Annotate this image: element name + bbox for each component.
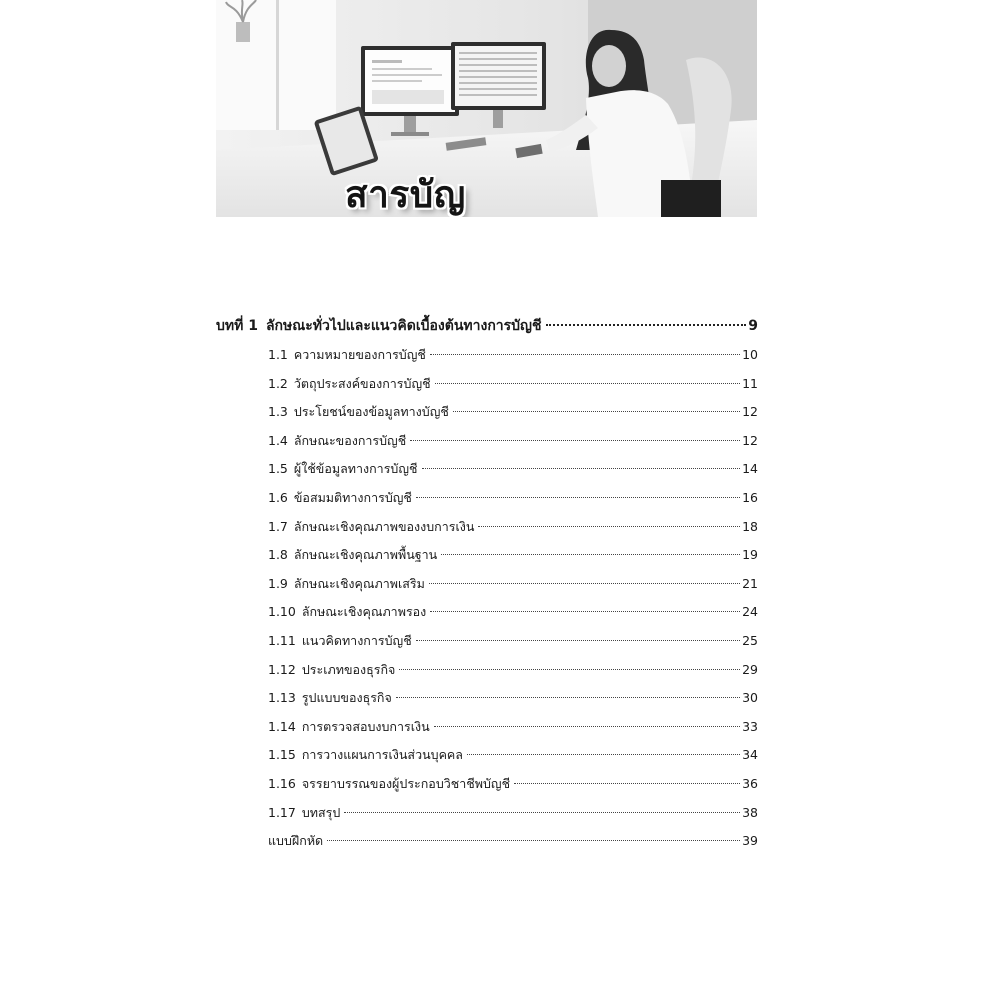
section-title: ประโยชน์ของข้อมูลทางบัญชี — [293, 404, 449, 420]
section-number: 1.2 — [268, 375, 288, 391]
toc-section-row[interactable] — [216, 831, 758, 851]
toc-section-row[interactable] — [216, 374, 758, 394]
section-title: ลักษณะเชิงคุณภาพเสริม — [293, 575, 425, 591]
dot-leader — [478, 514, 740, 527]
table-of-contents — [216, 316, 758, 860]
section-title: แนวคิดทางการบัญชี — [301, 632, 412, 648]
section-page-number: 29 — [742, 661, 758, 677]
section-page-number: 10 — [742, 347, 758, 362]
office-photo-icon — [216, 0, 757, 217]
dot-leader — [430, 599, 740, 612]
section-page-number: 36 — [742, 775, 758, 791]
chapter-page-number: 9 — [748, 318, 758, 334]
section-page-number: 12 — [742, 404, 758, 420]
chapter-title: ลักษณะทั่วไปและแนวคิดเบื้องต้นทางการบัญชี — [265, 318, 542, 334]
section-title: ลักษณะเชิงคุณภาพรอง — [301, 604, 427, 620]
section-number: 1.12 — [268, 661, 296, 677]
dot-leader — [435, 371, 741, 384]
section-number: 1.17 — [268, 804, 296, 820]
section-title: ลักษณะเชิงคุณภาพของงบการเงิน — [293, 518, 475, 534]
dot-leader — [467, 742, 740, 755]
section-number: 1.10 — [268, 604, 296, 620]
section-title: บทสรุป — [301, 804, 341, 820]
section-page-number: 12 — [742, 432, 758, 448]
dot-leader — [430, 342, 740, 355]
section-title: ความหมายของการบัญชี — [293, 347, 426, 362]
section-number: 1.5 — [268, 461, 288, 477]
section-title: รูปแบบของธุรกิจ — [301, 690, 392, 706]
toc-section-row[interactable] — [216, 402, 758, 422]
section-number: 1.3 — [268, 404, 288, 420]
toc-section-row[interactable] — [216, 602, 758, 622]
toc-chapter-1[interactable] — [216, 316, 758, 338]
toc-section-row[interactable] — [216, 631, 758, 651]
section-title: ลักษณะของการบัญชี — [293, 432, 407, 448]
section-number: 1.7 — [268, 518, 288, 534]
section-page-number: 33 — [742, 718, 758, 734]
dot-leader — [453, 399, 740, 412]
section-title: ลักษณะเชิงคุณภาพพื้นฐาน — [293, 547, 438, 563]
dot-leader — [396, 685, 740, 698]
toc-section-row[interactable] — [216, 745, 758, 765]
section-title: วัตถุประสงค์ของการบัญชี — [293, 375, 431, 391]
dot-leader — [422, 456, 741, 469]
toc-section-row[interactable] — [216, 660, 758, 680]
toc-section-row[interactable] — [216, 688, 758, 708]
section-title: แบบฝึกหัด — [268, 833, 324, 849]
section-number: 1.16 — [268, 775, 296, 791]
section-page-number: 24 — [742, 604, 758, 620]
section-number: 1.6 — [268, 489, 288, 505]
section-title: การวางแผนการเงินส่วนบุคคล — [301, 747, 463, 763]
toc-section-row[interactable] — [216, 488, 758, 508]
toc-section-row[interactable] — [216, 774, 758, 794]
section-title: ข้อสมมติทางการบัญชี — [293, 489, 412, 505]
header-banner — [216, 0, 757, 217]
section-page-number: 39 — [742, 833, 758, 849]
dot-leader — [399, 657, 740, 670]
section-title: จรรยาบรรณของผู้ประกอบวิชาชีพบัญชี — [301, 775, 511, 791]
section-page-number: 30 — [742, 690, 758, 706]
toc-section-row[interactable] — [216, 459, 758, 479]
section-page-number: 14 — [742, 461, 758, 477]
toc-section-row[interactable] — [216, 803, 758, 823]
section-number: 1.1 — [268, 347, 288, 362]
section-page-number: 25 — [742, 632, 758, 648]
section-page-number: 18 — [742, 518, 758, 534]
section-number: 1.8 — [268, 547, 288, 563]
dot-leader — [327, 828, 740, 841]
toc-section-row[interactable] — [216, 717, 758, 737]
dot-leader — [416, 485, 740, 498]
section-page-number: 38 — [742, 804, 758, 820]
section-page-number: 16 — [742, 489, 758, 505]
page-title: สารบัญ — [345, 173, 466, 216]
dot-leader — [344, 800, 740, 813]
section-page-number: 34 — [742, 747, 758, 763]
section-number: 1.9 — [268, 575, 288, 591]
section-number: 1.4 — [268, 432, 288, 448]
dot-leader — [514, 771, 740, 784]
toc-section-row[interactable] — [216, 517, 758, 537]
dot-leader — [429, 571, 740, 584]
dot-leader — [410, 428, 740, 441]
chapter-number: บทที่ 1 — [216, 318, 258, 334]
section-title: ประเภทของธุรกิจ — [301, 661, 396, 677]
dot-leader — [416, 628, 740, 641]
section-number: 1.14 — [268, 718, 296, 734]
section-page-number: 21 — [742, 575, 758, 591]
section-page-number: 19 — [742, 547, 758, 563]
section-page-number: 11 — [742, 375, 758, 391]
section-title: การตรวจสอบงบการเงิน — [301, 718, 430, 734]
dot-leader — [546, 312, 747, 326]
dot-leader — [441, 542, 740, 555]
section-number: 1.11 — [268, 632, 296, 648]
toc-section-row[interactable] — [216, 574, 758, 594]
section-title: ผู้ใช้ข้อมูลทางการบัญชี — [293, 461, 418, 477]
section-number: 1.13 — [268, 690, 296, 706]
section-number: 1.15 — [268, 747, 296, 763]
dot-leader — [434, 714, 740, 727]
toc-section-row[interactable] — [216, 545, 758, 565]
toc-section-row[interactable] — [216, 431, 758, 451]
toc-section-row[interactable] — [216, 345, 758, 365]
